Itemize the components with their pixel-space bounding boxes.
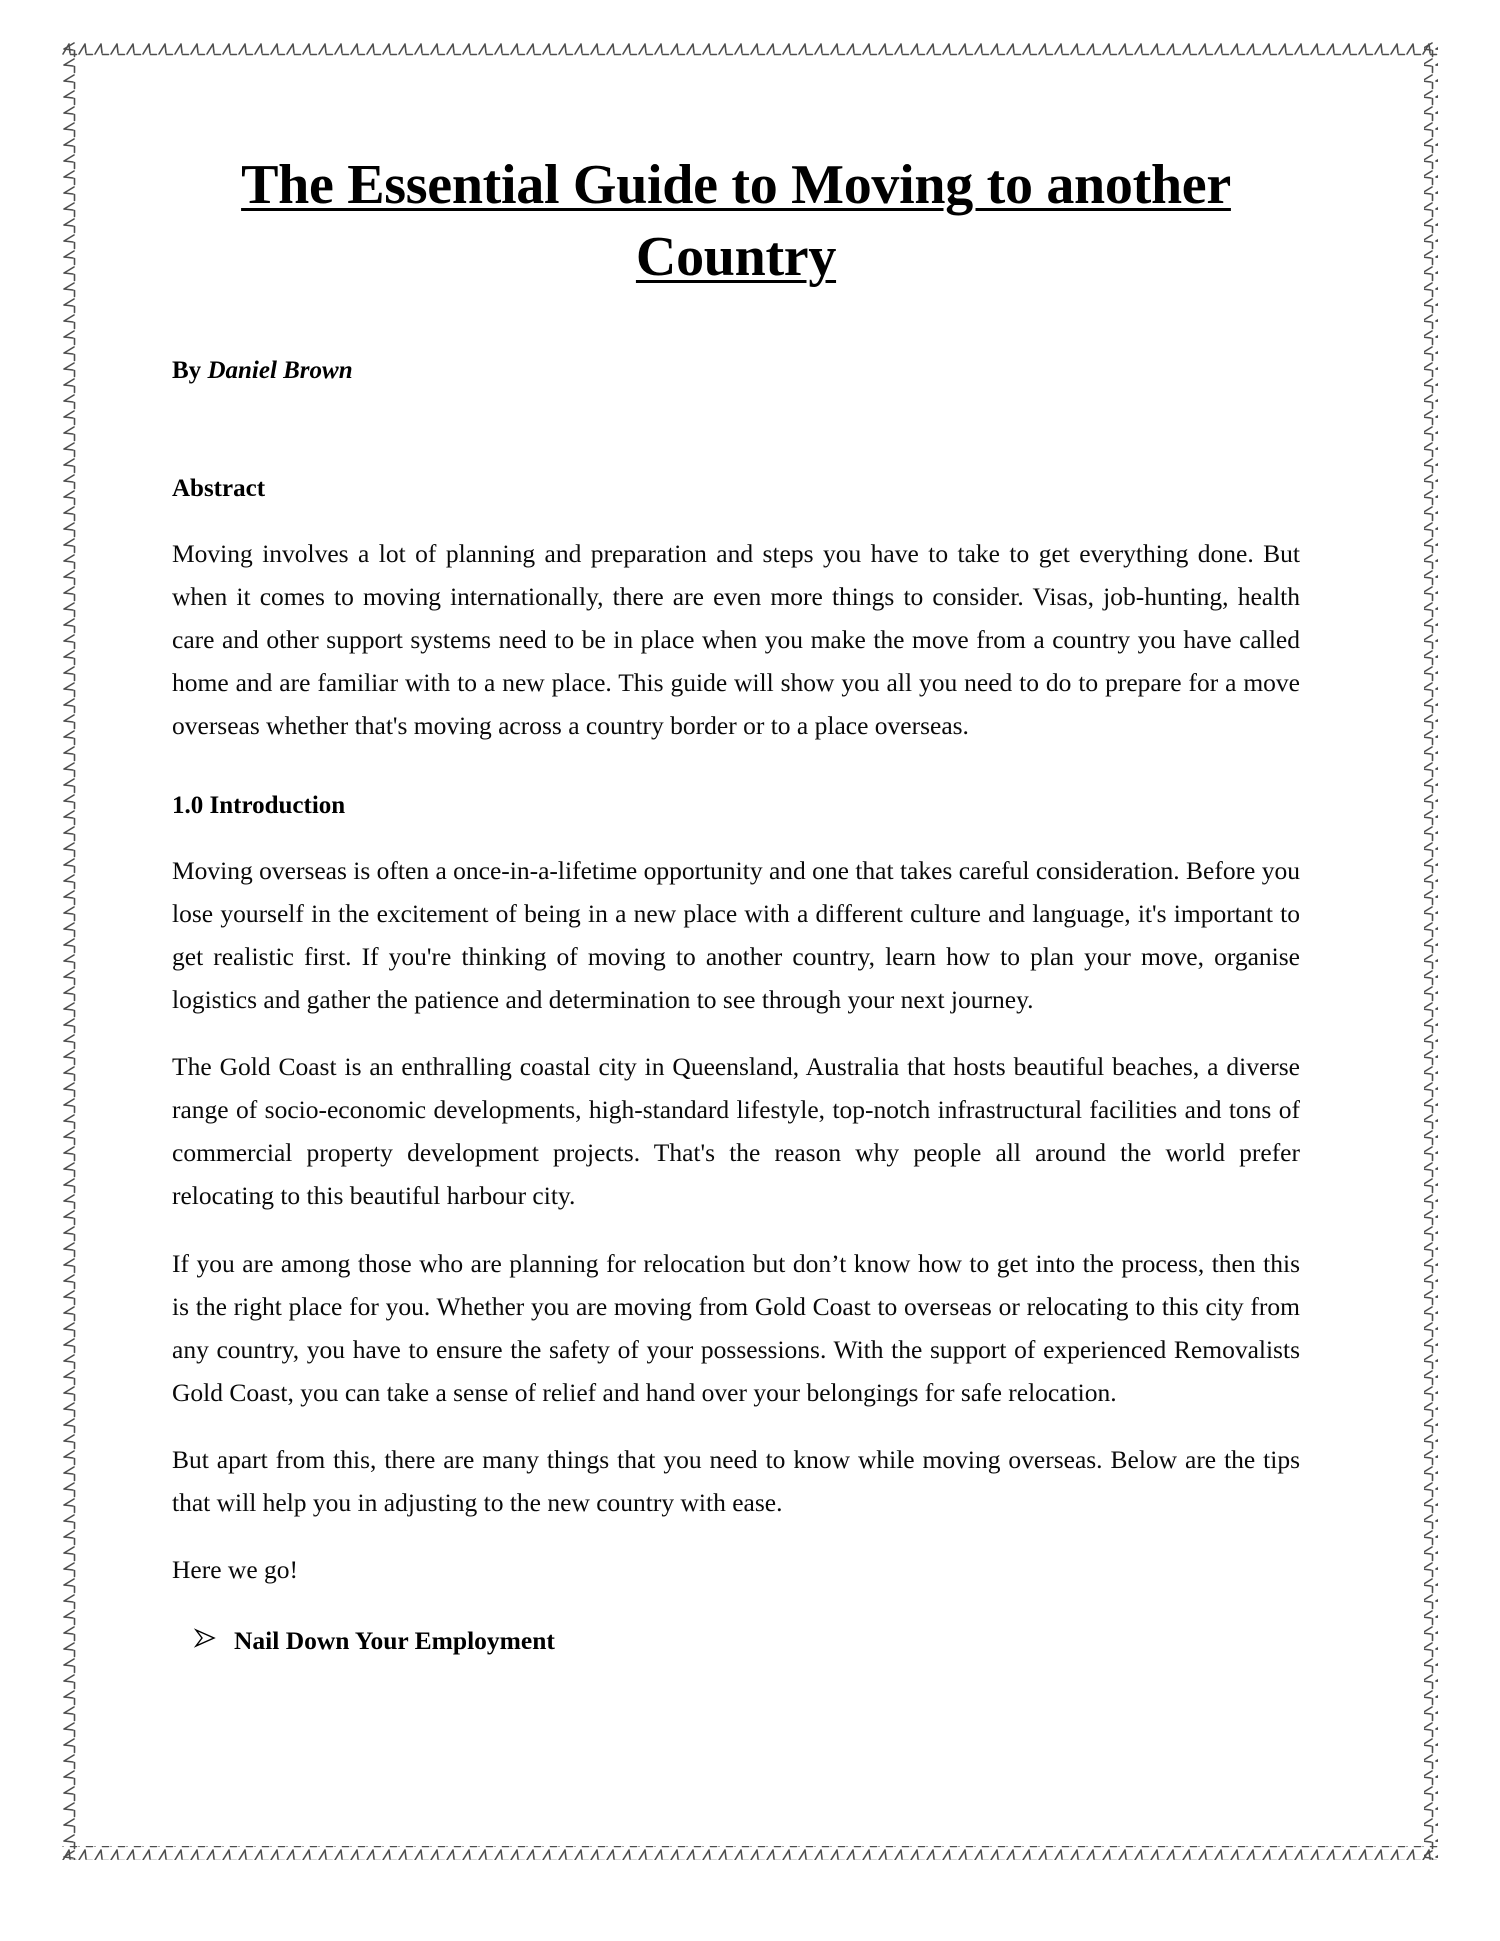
introduction-paragraph-4: But apart from this, there are many things that you need to know while moving overseas. Below are the tips that will help you in adjusting to the new country with ease. <box>172 1444 1300 1518</box>
byline-author: Daniel Brown <box>207 357 353 385</box>
page-title-line-2: Country <box>635 225 837 288</box>
tips-bullet-list <box>172 1621 1300 1662</box>
introduction-paragraph-5: Here we go! <box>172 1555 299 1585</box>
page-title-line-1: The Essential Guide to Moving to another <box>241 154 1231 216</box>
list-item <box>234 1621 1300 1662</box>
list-item-label: Nail Down Your Employment <box>234 1626 555 1656</box>
introduction-paragraph-3: If you are among those who are planning for relocation but don’t know how to get into the process, then this is the right place for you. Whether you are moving from Gold Coast to overseas or relocating to this city from any country, you have to ensure the safety of your possessions. With the support of experienced Removalists Gold Coast, you can take a sense of relief and hand over your belongings for safe relocation. <box>172 1248 1300 1407</box>
byline-prefix: By <box>172 357 202 385</box>
page-title <box>172 150 1300 293</box>
introduction-heading: 1.0 Introduction <box>172 792 346 820</box>
abstract-heading: Abstract <box>172 474 266 502</box>
introduction-paragraph-1: Moving overseas is often a once-in-a-lifetime opportunity and one that takes careful consideration. Before you lose yourself in the excitement of being in a new place with a different culture and language, it's important to get realistic first. If you're thinking of moving to another country, learn how to plan your move, organise logistics and gather the patience and determination to see through your next journey. <box>172 855 1301 1015</box>
arrow-head-bullet-icon <box>190 1623 220 1653</box>
introduction-paragraph-2: The Gold Coast is an enthralling coastal city in Queensland, Australia that hosts beautiful beaches, a diverse range of socio-economic developments, high-standard lifestyle, top-notch infrastructural facilities and tons of commercial property development projects. That's the reason why people all around the world prefer relocating to this beautiful harbour city. <box>172 1052 1300 1211</box>
abstract-paragraph: Moving involves a lot of planning and preparation and steps you have to take to get everything done. But when it comes to moving internationally, there are even more things to consider. Visas, job-hunting, health care and other support systems need to be in place when you make the move from a country you have called home and are familiar with to a new place. This guide will show you all you need to do to prepare for a move overseas whether that's moving across a country border or to a place overseas. <box>172 538 1300 740</box>
byline <box>172 355 1300 388</box>
document-content <box>172 150 1300 1662</box>
